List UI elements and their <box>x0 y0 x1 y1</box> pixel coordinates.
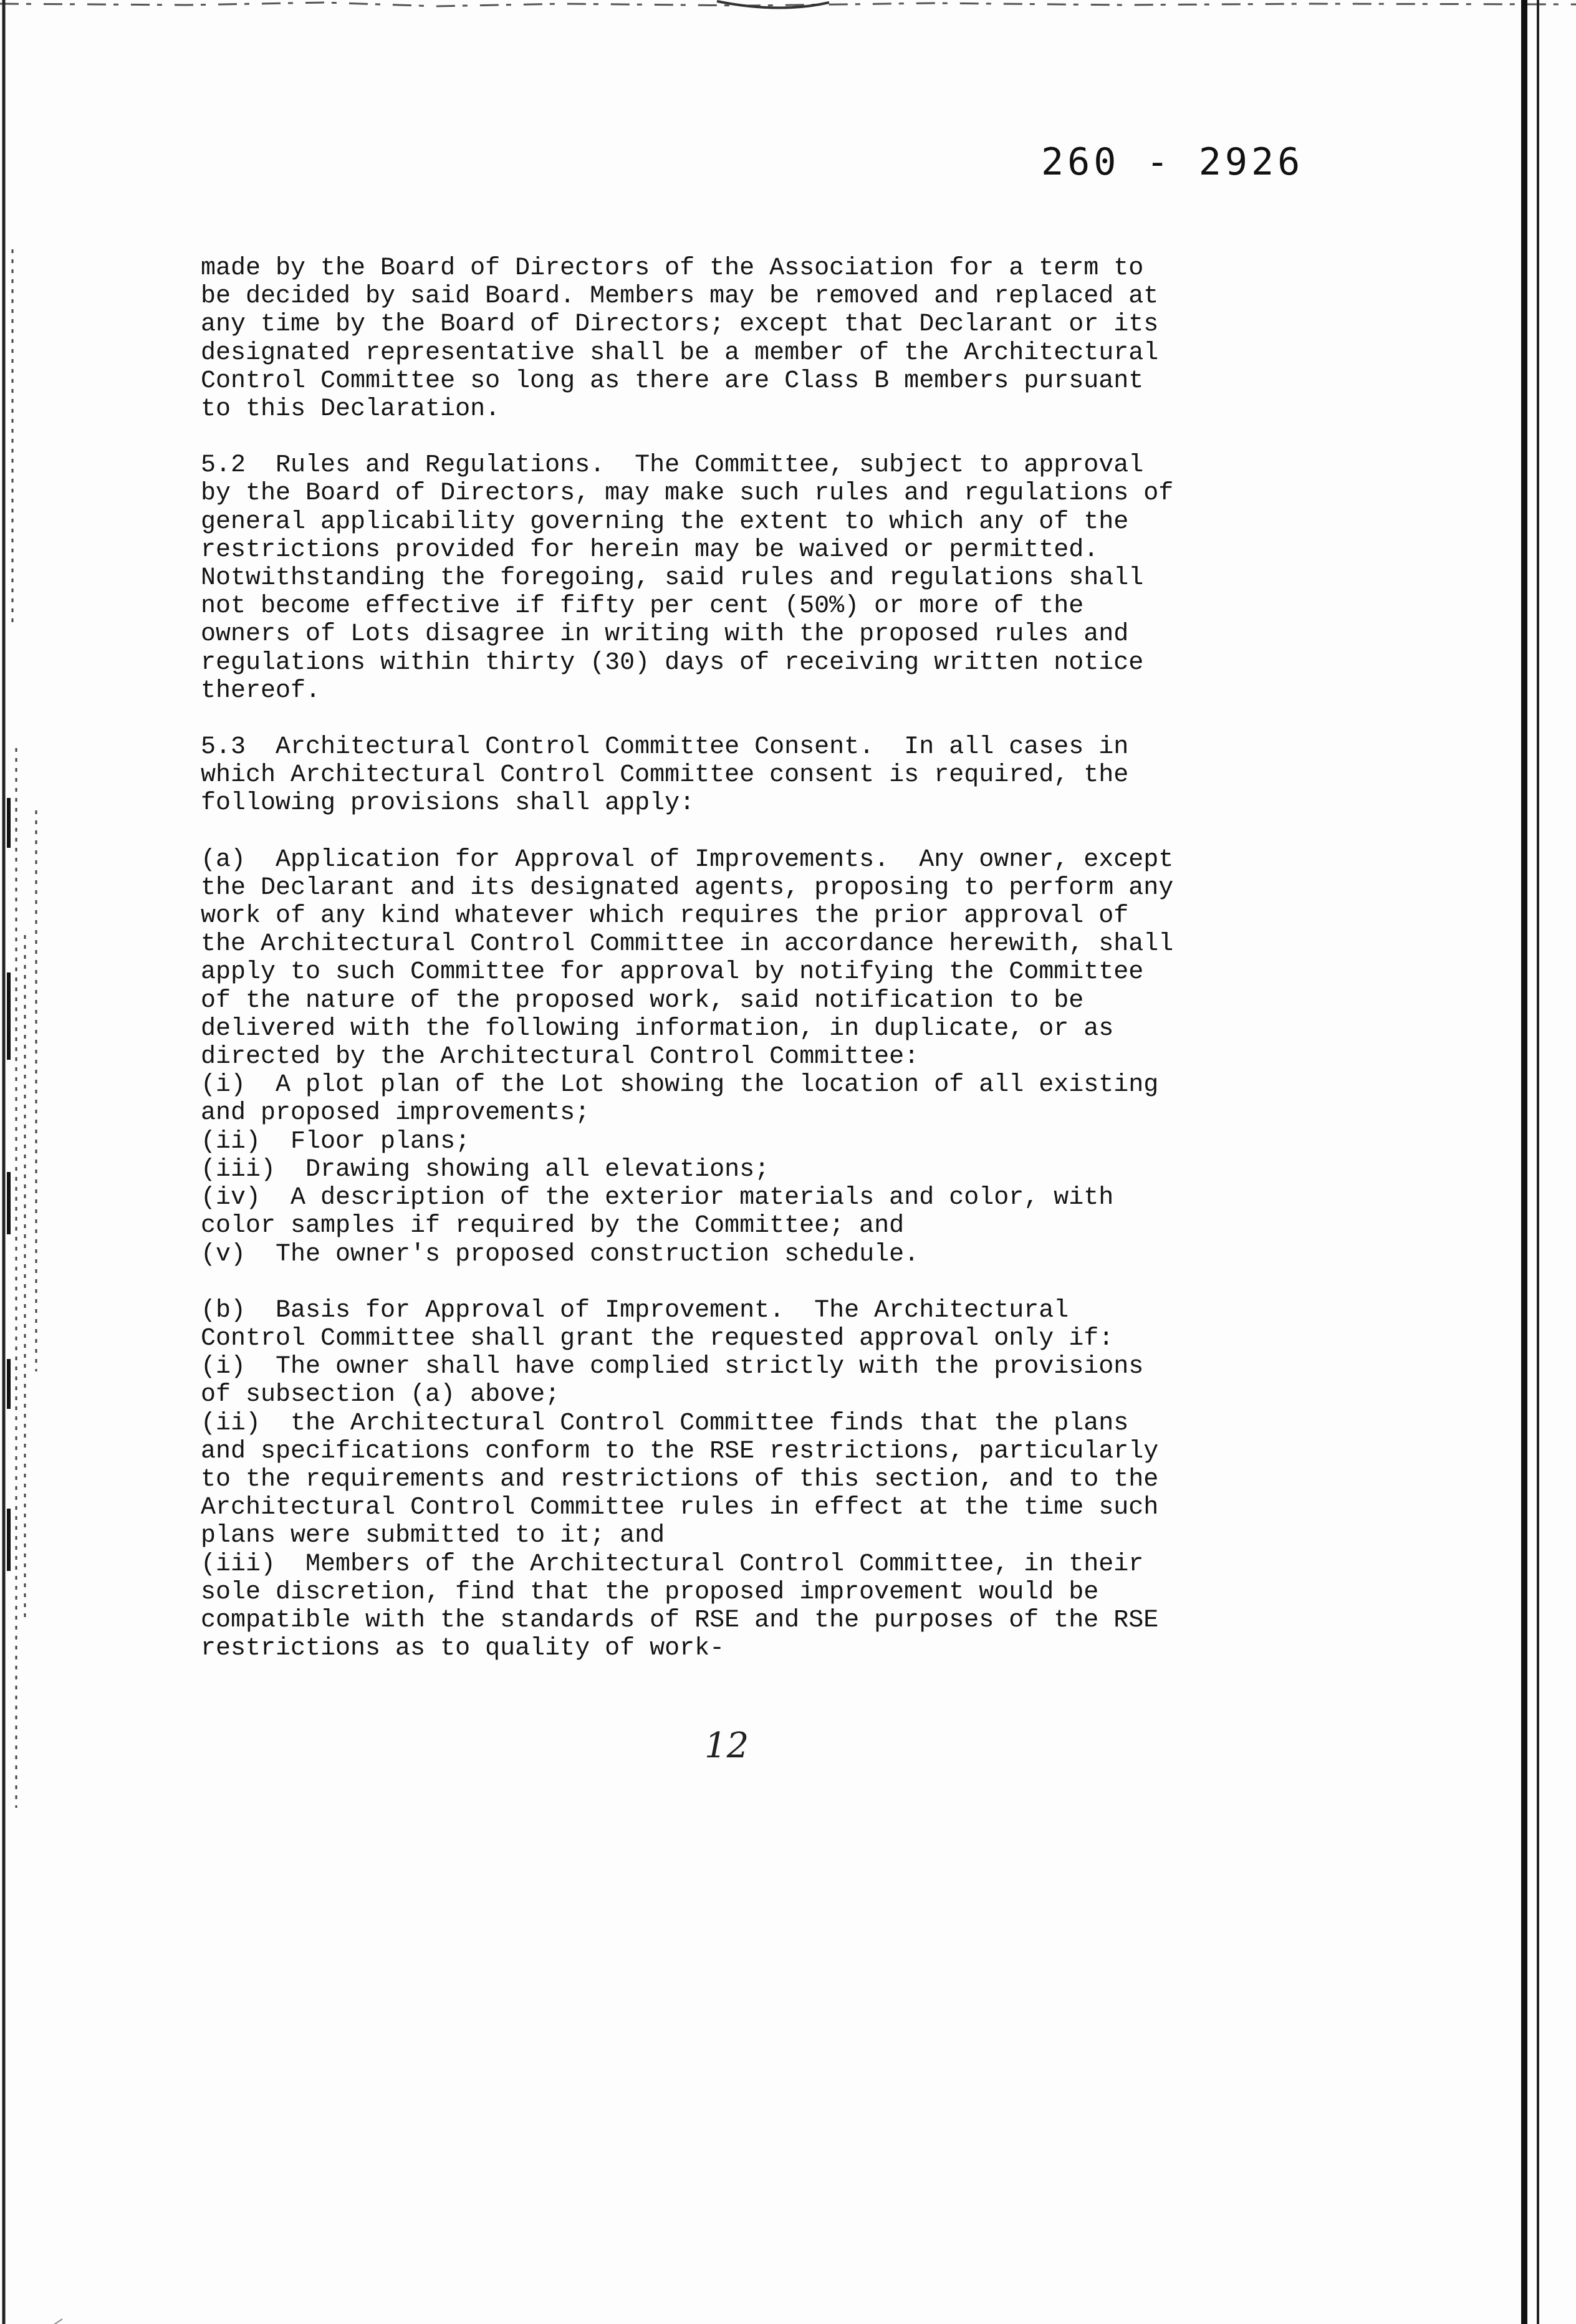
text-line: (iii) Drawing showing all elevations; <box>201 1155 770 1184</box>
scan-right-border <box>1521 0 1527 2324</box>
scan-top-edge <box>0 0 1576 25</box>
text-line: apply to such Committee for approval by notifying the Committee <box>201 958 1144 987</box>
paragraph <box>201 733 1360 818</box>
text-line: of the nature of the proposed work, said notification to be <box>201 986 1084 1015</box>
scan-right-border-thin <box>1537 0 1539 2324</box>
text-line: 5.3 Architectural Control Committee Consent. In all cases in <box>201 733 1129 762</box>
text-line: delivered with the following information, in duplicate, or as <box>201 1014 1114 1043</box>
text-line: (a) Application for Approval of Improvements. Any owner, except <box>201 845 1174 874</box>
text-line: Architectural Control Committee rules in effect at the time such <box>201 1494 1159 1522</box>
paragraph <box>201 846 1360 1269</box>
text-line: (i) The owner shall have complied strictly with the provisions <box>201 1353 1144 1381</box>
text-line: Notwithstanding the foregoing, said rules and regulations shall <box>201 564 1144 593</box>
text-line: and proposed improvements; <box>201 1099 590 1128</box>
text-line: any time by the Board of Directors; except that Declarant or its <box>201 310 1159 339</box>
paragraph <box>201 1297 1360 1663</box>
text-line: restrictions provided for herein may be waived or permitted. <box>201 535 1099 564</box>
text-line: (b) Basis for Approval of Improvement. The Architectural <box>201 1296 1069 1325</box>
text-line: made by the Board of Directors of the Association for a term to <box>201 254 1144 282</box>
text-line: the Architectural Control Committee in accordance herewith, shall <box>201 930 1174 959</box>
document-body <box>201 254 1360 1691</box>
text-line: plans were submitted to it; and <box>201 1522 665 1550</box>
text-line: designated representative shall be a member of the Architectural <box>201 339 1159 367</box>
text-line: Control Committee shall grant the requested approval only if: <box>201 1324 1114 1353</box>
paragraph <box>201 254 1360 423</box>
text-line: general applicability governing the extent to which any of the <box>201 507 1129 536</box>
text-line: not become effective if fifty per cent (50%) or more of the <box>201 592 1084 621</box>
page-number: 12 <box>704 1726 749 1766</box>
text-line: and specifications conform to the RSE restrictions, particularly <box>201 1437 1159 1466</box>
scan-left-edge <box>0 0 75 2324</box>
text-line: owners of Lots disagree in writing with the proposed rules and <box>201 620 1129 649</box>
text-line: the Declarant and its designated agents, proposing to perform any <box>201 873 1174 902</box>
text-line: be decided by said Board. Members may be removed and replaced at <box>201 282 1159 311</box>
text-line: (iii) Members of the Architectural Control Committee, in their <box>201 1550 1144 1578</box>
text-line: compatible with the standards of RSE and the purposes of the RSE <box>201 1606 1159 1635</box>
text-line: thereof. <box>201 676 321 705</box>
text-line: which Architectural Control Committee consent is required, the <box>201 761 1129 790</box>
text-line: work of any kind whatever which requires the prior approval of <box>201 902 1129 931</box>
text-line: Control Committee so long as there are Class B members pursuant <box>201 367 1144 395</box>
text-line: (iv) A description of the exterior materials and color, with <box>201 1184 1114 1212</box>
text-line: color samples if required by the Committee; and <box>201 1212 905 1241</box>
text-line: (i) A plot plan of the Lot showing the location of all existing <box>201 1071 1159 1100</box>
text-line: following provisions shall apply: <box>201 789 695 818</box>
text-line: 5.2 Rules and Regulations. The Committee, subject to approval <box>201 451 1144 480</box>
text-line: (ii) the Architectural Control Committee finds that the plans <box>201 1409 1129 1438</box>
text-line: to the requirements and restrictions of this section, and to the <box>201 1465 1159 1494</box>
text-line: regulations within thirty (30) days of receiving written notice <box>201 648 1144 677</box>
text-line: sole discretion, find that the proposed improvement would be <box>201 1578 1099 1606</box>
text-line: by the Board of Directors, may make such rules and regulations of <box>201 479 1174 508</box>
paragraph <box>201 451 1360 705</box>
text-line: to this Declaration. <box>201 395 501 424</box>
text-line: of subsection (a) above; <box>201 1381 560 1409</box>
text-line: directed by the Architectural Control Committee: <box>201 1043 920 1072</box>
text-line: (v) The owner's proposed construction schedule. <box>201 1240 920 1269</box>
text-line: (ii) Floor plans; <box>201 1127 471 1156</box>
document-reference-number: 260 - 2926 <box>1041 140 1304 184</box>
text-line: restrictions as to quality of work- <box>201 1635 725 1663</box>
